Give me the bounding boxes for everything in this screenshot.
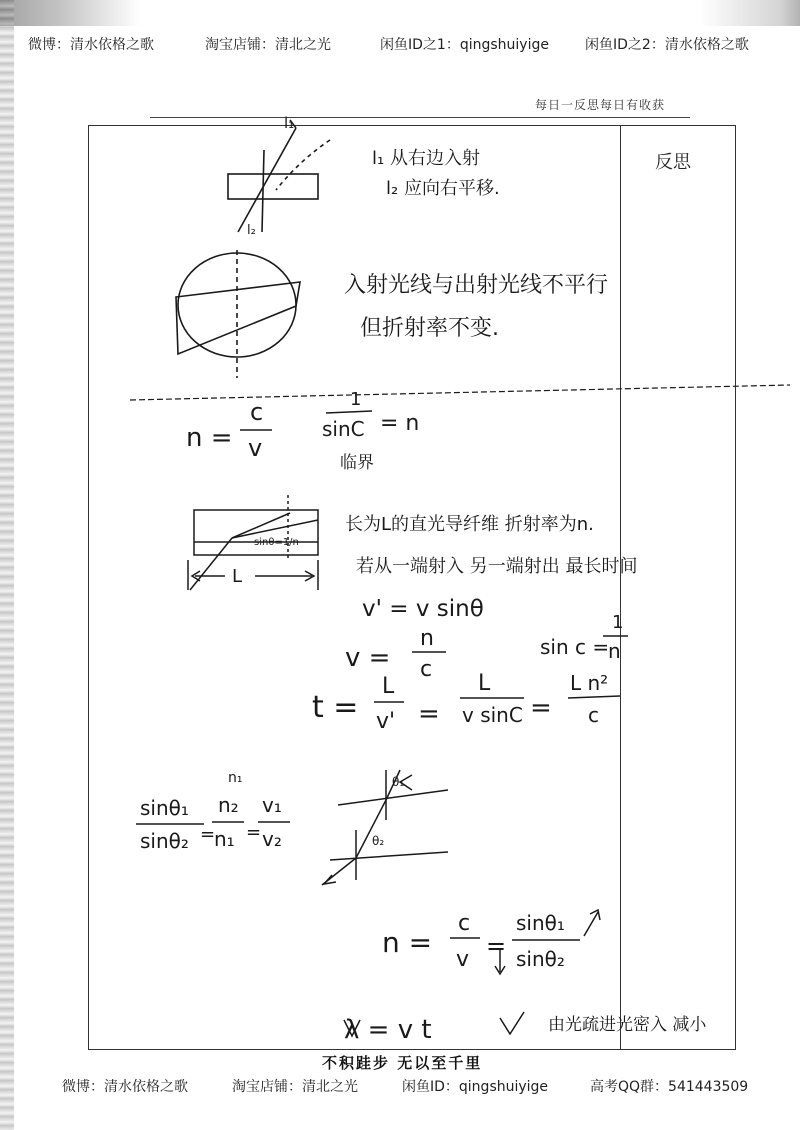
- eq-sin-numerator: 1: [350, 389, 362, 410]
- label-critical: 临界: [340, 453, 374, 473]
- eq-t-eq-2: =: [418, 699, 440, 729]
- note-3-line-1: 长为L的直光导纤维 折射率为n.: [345, 514, 594, 535]
- label-fiber-L: L: [232, 566, 243, 587]
- note-1-line-2: l₂ 应向右平移.: [386, 178, 500, 199]
- section-separator: [130, 385, 790, 400]
- eq-n2-den-1: v: [456, 947, 470, 972]
- eq-n2-den-2: sinθ₂: [516, 947, 565, 971]
- eq-v-numerator: n: [420, 626, 434, 651]
- banner-bottom-xianyu: 闲鱼ID：qingshuiyige: [402, 1079, 549, 1095]
- diagram-refraction-layers: [322, 770, 448, 885]
- eq-lambda: λ = v t: [344, 1015, 432, 1045]
- eq-n-denominator: v: [248, 434, 263, 462]
- eq-v-prime: v' = v sinθ: [362, 596, 484, 622]
- eq-t-num-1: L: [382, 674, 395, 699]
- snell-den-2: n₁: [214, 827, 235, 851]
- banner-bottom-qq: 高考QQ群：541443509: [590, 1079, 749, 1095]
- eq-sinc-denominator: n: [608, 639, 621, 663]
- note-1-line-1: l₁ 从右边入射: [372, 148, 480, 169]
- snell-den-3: v₂: [262, 827, 282, 851]
- note-2-line-2: 但折射率不变.: [360, 316, 499, 341]
- eq-n2-num-2: sinθ₁: [516, 911, 565, 935]
- eq-t-den-2: v sinC: [462, 703, 523, 727]
- snell-den-1: sinθ₂: [140, 829, 189, 853]
- eq-sin-denominator: sinC: [322, 417, 365, 441]
- snell-num-1: sinθ₁: [140, 796, 189, 820]
- eq-v-denominator: c: [420, 657, 433, 682]
- banner-bottom-weibo: 微博：清水依格之歌: [62, 1079, 188, 1095]
- banner-xianyu-2: 闲鱼ID之2：清水依格之歌: [585, 37, 749, 53]
- label-theta-1: θ₁: [392, 775, 405, 789]
- snell-eq-2: =: [246, 822, 262, 843]
- eq-n2-eq: =: [486, 932, 507, 960]
- eq-v-lhs: v =: [345, 643, 391, 673]
- label-fiber-sin: sinθ=1/n: [254, 537, 299, 548]
- eq-t-lhs: t =: [312, 690, 359, 725]
- eq-t-num-2: L: [478, 671, 491, 696]
- bottom-banner: [0, 1076, 800, 1100]
- sheet-header: 每日一反思每日有收获: [535, 98, 666, 112]
- eq-sin-rhs: = n: [380, 411, 420, 436]
- eq-t-eq-3: =: [530, 693, 552, 723]
- label-l2: l₂: [247, 223, 256, 238]
- diagram-slab-shift: [228, 120, 330, 232]
- diagram-circle-slab: [176, 250, 300, 378]
- reflection-title: 反思: [655, 152, 691, 173]
- eq-t-num-3: L n²: [570, 671, 609, 695]
- eq-n2-num-1: c: [458, 911, 471, 936]
- eq-n-numerator: c: [250, 398, 264, 426]
- eq-sinc-numerator: 1: [612, 612, 624, 633]
- snell-eq-1: =: [200, 824, 216, 845]
- banner-xianyu-1: 闲鱼ID之1：qingshuiyige: [380, 37, 549, 53]
- bottom-motto: 不积跬步 无以至千里: [322, 1054, 483, 1072]
- eq-n-lhs: n =: [186, 423, 233, 453]
- eq-t-den-3: c: [588, 703, 599, 727]
- note-4: 由光疏进光密入 减小: [548, 1015, 707, 1035]
- banner-taobao: 淘宝店铺：清北之光: [205, 37, 331, 53]
- eq-t-den-1: v': [376, 709, 396, 734]
- note-2-line-1: 入射光线与出射光线不平行: [344, 273, 609, 298]
- label-theta-2: θ₂: [372, 834, 385, 848]
- snell-label: n₁: [228, 770, 243, 786]
- label-l1: l₁: [284, 114, 295, 132]
- eq-n2-lhs: n =: [382, 926, 433, 959]
- note-3-line-2: 若从一端射入 另一端射出 最长时间: [356, 556, 638, 577]
- snell-num-2: n₂: [218, 793, 239, 817]
- banner-bottom-taobao: 淘宝店铺：清北之光: [232, 1079, 358, 1095]
- banner-weibo: 微博：清水依格之歌: [28, 37, 154, 53]
- eq-sinc-lhs: sin c =: [540, 635, 610, 659]
- snell-num-3: v₁: [262, 793, 282, 817]
